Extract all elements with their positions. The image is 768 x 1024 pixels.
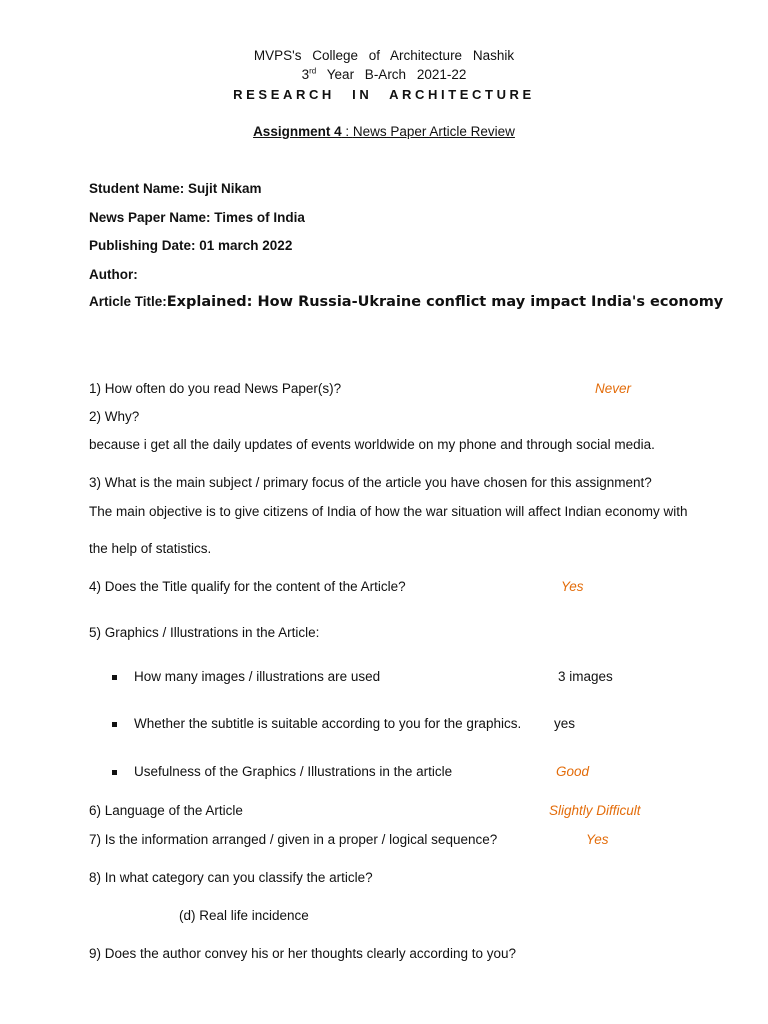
assignment-separator: : (341, 124, 353, 139)
q5-item-3-answer: Good (556, 764, 590, 779)
author-label: Author: (89, 267, 138, 282)
bullet-icon (112, 675, 117, 680)
year-ordinal: rd (309, 66, 317, 76)
question-2: 2) Why? (89, 409, 140, 424)
publishing-date: Publishing Date: 01 march 2022 (89, 238, 293, 253)
q5-item-2-answer: yes (554, 716, 576, 731)
answer-3-line-2: the help of statistics. (89, 541, 212, 556)
answer-2: because i get all the daily updates of events worldwide on my phone and through social media. (89, 437, 655, 452)
question-6: 6) Language of the Article (89, 803, 243, 818)
question-1: 1) How often do you read News Paper(s)? (89, 381, 342, 396)
article-title-line (89, 294, 723, 310)
answer-7: Yes (586, 832, 609, 847)
answer-8: (d) Real life incidence (179, 908, 309, 923)
answer-6: Slightly Difficult (549, 803, 641, 818)
course-title: RESEARCH IN ARCHITECTURE (233, 87, 535, 102)
q5-item-2-label: Whether the subtitle is suitable according to you for the graphics. (134, 716, 522, 731)
year-number: 3 (301, 67, 310, 82)
question-3: 3) What is the main subject / primary focus of the article you have chosen for this assignment? (89, 475, 652, 490)
question-8: 8) In what category can you classify the article? (89, 870, 373, 885)
assignment-title: News Paper Article Review (352, 124, 515, 139)
bullet-icon (112, 722, 117, 727)
answer-1: Never (595, 381, 632, 396)
question-7: 7) Is the information arranged / given in a proper / logical sequence? (89, 832, 498, 847)
q5-item-1-answer: 3 images (558, 669, 613, 684)
question-9: 9) Does the author convey his or her thoughts clearly according to you? (89, 946, 516, 961)
bullet-icon (112, 770, 117, 775)
article-title: Explained: How Russia-Ukraine conflict may impact India's economy (166, 294, 724, 310)
student-name: Student Name: Sujit Nikam (89, 181, 262, 196)
question-4: 4) Does the Title qualify for the content of the Article? (89, 579, 406, 594)
answer-3-line-1: The main objective is to give citizens of India of how the war situation will affect Indian economy with (89, 504, 688, 519)
year-line (0, 67, 768, 83)
q5-item-1-label: How many images / illustrations are used (134, 669, 381, 684)
answer-4: Yes (561, 579, 584, 594)
year-rest: Year B-Arch 2021-22 (326, 67, 467, 82)
q5-item-3-label: Usefulness of the Graphics / Illustrations in the article (134, 764, 453, 779)
question-5: 5) Graphics / Illustrations in the Article: (89, 625, 320, 640)
assignment-heading (0, 124, 768, 140)
article-title-label: Article Title: (89, 294, 167, 309)
college-name: MVPS's College of Architecture Nashik (253, 48, 515, 63)
assignment-label: Assignment 4 (253, 124, 342, 139)
newspaper-name: News Paper Name: Times of India (89, 210, 305, 225)
